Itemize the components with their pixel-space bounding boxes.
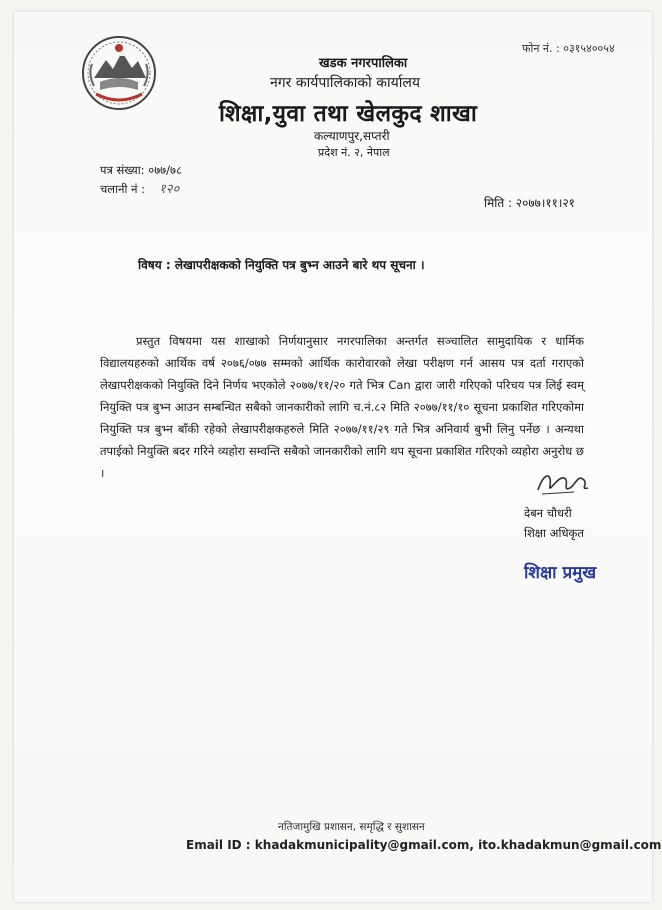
- official-stamp: शिक्षा प्रमुख: [524, 563, 597, 583]
- letter-page: [14, 12, 662, 902]
- dispatch-number: [100, 179, 179, 197]
- office-name: खडक नगरपालिका: [319, 56, 408, 71]
- phone-number: फोन नं. : ०३१५४००५४: [522, 42, 615, 55]
- footer-slogan: नतिजामुखि प्रशासन, समृद्धि र सुशासन: [278, 821, 425, 833]
- signatory-name: देबन चौधरी: [524, 506, 572, 520]
- branch-title: शिक्षा,युवा तथा खेलकुद शाखा: [219, 101, 478, 127]
- letter-number: पत्र संख्या: ०७७/७८: [100, 163, 182, 177]
- handwritten-signature-icon: [534, 468, 592, 498]
- office-subtitle: नगर कार्यपालिकाको कार्यालय: [270, 75, 420, 91]
- dispatch-value: १२०: [159, 182, 180, 197]
- office-location: कल्याणपुर,सप्तरी: [314, 129, 390, 143]
- letter-subject: विषय : लेखापरीक्षकको नियुक्ति पत्र बुभ्न आउने बारे थप सूचना ।: [138, 258, 425, 272]
- signatory-title: शिक्षा अधिकृत: [524, 526, 584, 540]
- nepal-emblem-icon: [80, 34, 158, 112]
- email-address[interactable]: khadakmunicipality@gmail.com, ito.khadakmun@gmail.com: [254, 838, 662, 852]
- footer-email: [186, 838, 661, 852]
- email-label: Email ID :: [186, 838, 251, 852]
- letter-date: मिति : २०७७।११।२१: [484, 196, 575, 210]
- body-paragraph: प्रस्तुत विषयमा यस शाखाको निर्णयानुसार नगरपालिका अन्तर्गत सञ्चालित सामुदायिक र धार्मिक विद्यालयहरुको आर्थिक वर्ष २०७६/०७७ सम्मको आर्थिक कारोवारको लेखा परीक्षण गर्न आसय पत्र दर्ता गराएको लेखापरीक्षकको नियुक्ति दिने निर्णय भएकोले २०७७/११/२० गते भित्र Can द्वारा जारी गरिएको परिचय पत्र लिई स्वम् नियुक्ति पत्र बुभ्न आउन सम्बन्धित सबैको जानकारीको लागि च.नं.८२ मिति २०७७/११/१० सूचना प्रकाशित गरिएकोमा नियुक्ति पत्र बुभ्न बाँकी रहेको लेखापरीक्षकहरुले मिति २०७७/११/२९ गते भित्र अनिवार्य बुभी लिनु पर्नेछ । अन्यथा तपाईको नियुक्ति बदर गरिने व्यहोरा सम्वन्ति सबैको जानकारीको लागि थप सूचना प्रकाशित गरिएको व्यहोरा अनुरोध छ ।: [100, 334, 584, 480]
- dispatch-label: चलानी नं :: [100, 182, 146, 196]
- letter-body: [100, 330, 584, 484]
- office-province: प्रदेश नं. २, नेपाल: [318, 146, 390, 159]
